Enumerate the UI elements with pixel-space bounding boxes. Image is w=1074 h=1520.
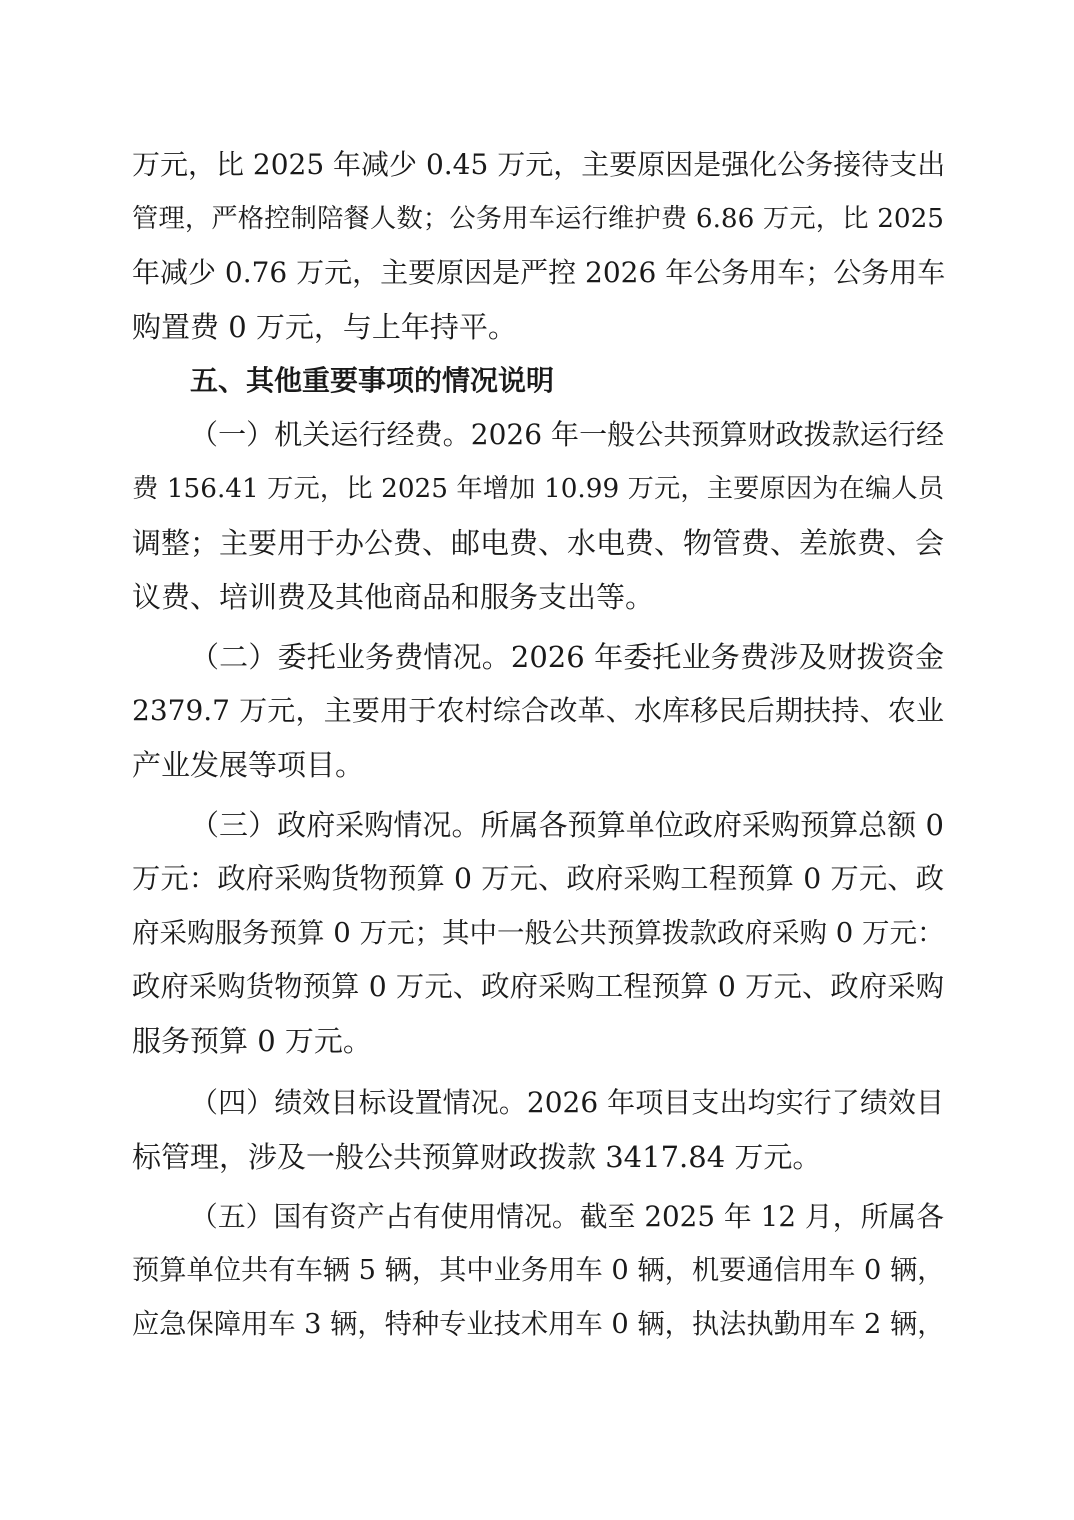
paragraph-line: （二）委托业务费情况。2026 年委托业务费涉及财拨资金 [190,640,944,674]
paragraph-line: 年减少 0.76 万元，主要原因是严控 2026 年公务用车；公务用车 [132,256,946,289]
paragraph-line: 政府采购货物预算 0 万元、政府采购工程预算 0 万元、政府采购 [132,970,944,1003]
paragraph-line: 万元：政府采购货物预算 0 万元、政府采购工程预算 0 万元、政 [132,862,944,895]
paragraph-line: 调整；主要用于办公费、邮电费、水电费、物管费、差旅费、会 [132,526,945,560]
paragraph-line: 府采购服务预算 0 万元；其中一般公共预算拨款政府采购 0 万元： [132,917,945,949]
section-heading: 五、其他重要事项的情况说明 [190,364,555,397]
paragraph-line: 应急保障用车 3 辆，特种专业技术用车 0 辆，执法执勤用车 2 辆， [132,1309,945,1340]
paragraph-line: 议费、培训费及其他商品和服务支出等。 [132,580,655,614]
paragraph-line: 购置费 0 万元，与上年持平。 [132,310,517,344]
paragraph-line: 2379.7 万元，主要用于农村综合改革、水库移民后期扶持、农业 [132,694,944,727]
paragraph-line: （五）国有资产占有使用情况。截至 2025 年 12 月，所属各 [190,1200,944,1233]
paragraph-line: 标管理，涉及一般公共预算财政拨款 3417.84 万元。 [132,1140,822,1174]
paragraph-line: （四）绩效目标设置情况。2026 年项目支出均实行了绩效目 [190,1086,944,1119]
paragraph-line: 产业发展等项目。 [132,748,365,782]
paragraph-line: 预算单位共有车辆 5 辆，其中业务用车 0 辆，机要通信用车 0 辆， [132,1255,945,1286]
paragraph-line: 服务预算 0 万元。 [132,1024,372,1058]
paragraph-line: （三）政府采购情况。所属各预算单位政府采购预算总额 0 [190,808,944,842]
paragraph-line: （一）机关运行经费。2026 年一般公共预算财政拨款运行经 [190,418,944,451]
paragraph-line: 管理，严格控制陪餐人数；公务用车运行维护费 6.86 万元，比 2025 [132,204,944,234]
paragraph-line: 万元，比 2025 年减少 0.45 万元，主要原因是强化公务接待支出 [132,148,946,181]
paragraph-line: 费 156.41 万元，比 2025 年增加 10.99 万元，主要原因为在编人员 [132,474,944,504]
